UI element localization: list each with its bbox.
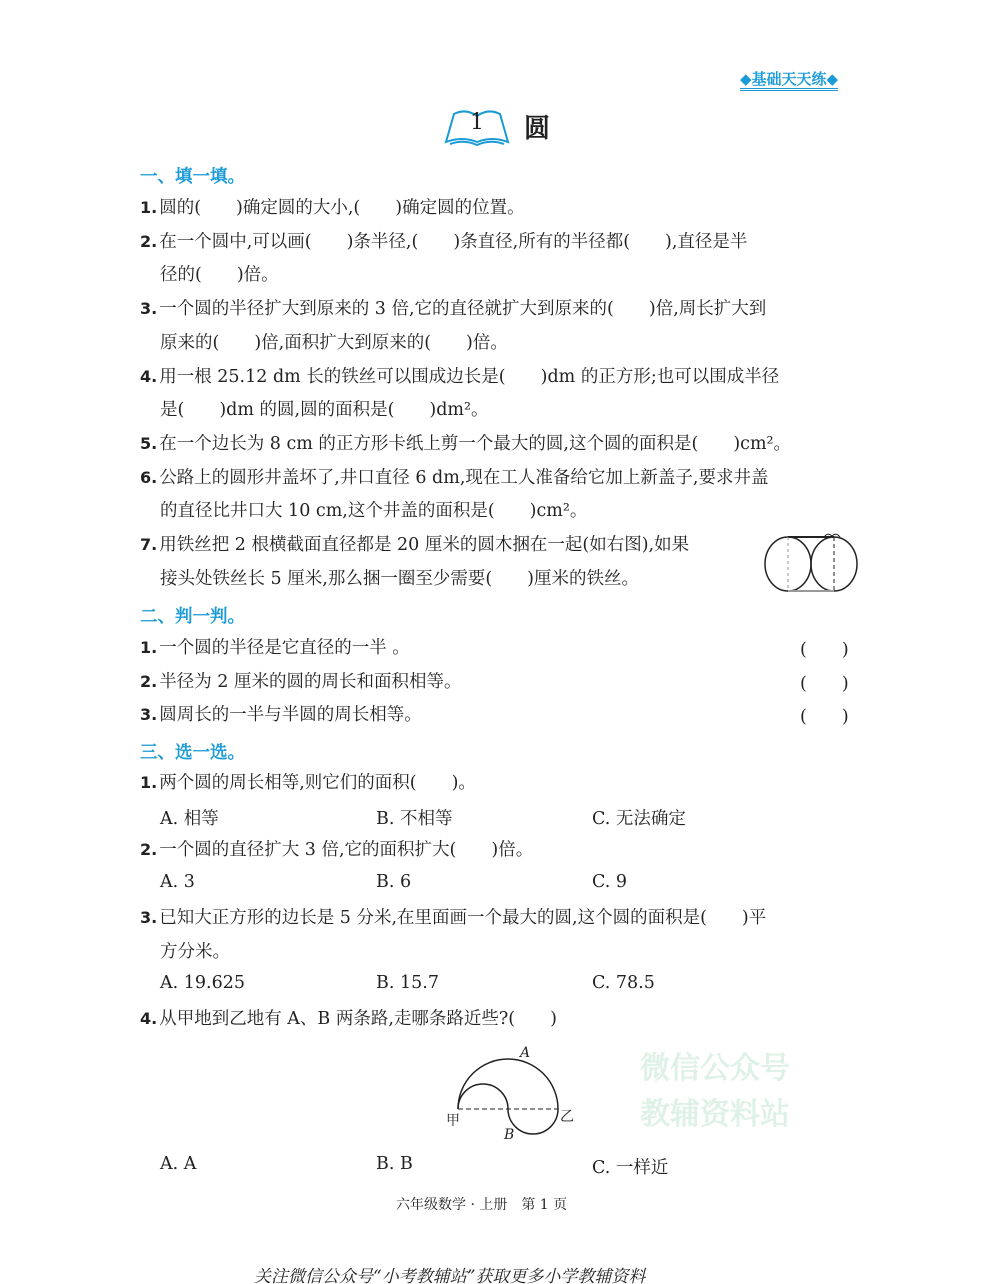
item-number: 1. bbox=[140, 638, 158, 657]
item-text: 已知大正方形的边长是 5 分米,在里面画一个最大的圆,这个圆的面积是( )平 bbox=[159, 907, 767, 928]
question-line bbox=[160, 263, 279, 287]
judge-question bbox=[140, 636, 410, 660]
option-a[interactable]: A. A bbox=[160, 1154, 197, 1174]
item-number: 2. bbox=[140, 840, 158, 860]
item-text: 公路上的圆形井盖坏了,井口直径 6 dm,现在工人准备给它加上新盖子,要求井盖 bbox=[159, 467, 769, 488]
item-text: 一个圆的直径扩大 3 倍,它的面积扩大( )倍。 bbox=[159, 840, 534, 861]
watermark-text: 教辅资料站 bbox=[640, 1097, 790, 1132]
page-title: 圆 bbox=[524, 114, 551, 144]
item-text: 的直径比井口大 10 cm,这个井盖的面积是( )cm²。 bbox=[160, 501, 588, 522]
item-text: 在一个圆中,可以画( )条半径,( )条直径,所有的半径都( ),直径是半 bbox=[159, 231, 748, 252]
item-number: 6. bbox=[140, 467, 158, 487]
question-line bbox=[160, 499, 587, 523]
item-text: 从甲地到乙地有 A、B 两条路,走哪条路近些?( ) bbox=[159, 1008, 557, 1029]
item-number: 3. bbox=[140, 705, 158, 725]
route-figure bbox=[440, 1040, 590, 1145]
route-label-end: 乙 bbox=[560, 1109, 574, 1125]
item-number: 1. bbox=[140, 773, 158, 792]
item-text: 径的( )倍。 bbox=[160, 265, 279, 286]
item-text: 是( )dm 的圆,圆的面积是( )dm²。 bbox=[160, 400, 489, 421]
item-text: 一个圆的半径是它直径的一半 。 bbox=[159, 638, 410, 658]
item-number: 5. bbox=[140, 433, 158, 453]
option-c[interactable]: C. 9 bbox=[592, 872, 628, 893]
route-label-b: B bbox=[504, 1127, 515, 1143]
answer-bracket[interactable]: ( ) bbox=[800, 640, 849, 660]
item-number: 7. bbox=[140, 535, 158, 554]
item-number: 1. bbox=[140, 198, 158, 217]
item-number: 2. bbox=[140, 231, 158, 251]
route-label-a: A bbox=[520, 1045, 531, 1061]
question-line bbox=[160, 331, 508, 355]
question-line bbox=[140, 838, 533, 862]
option-b[interactable]: B. 15.7 bbox=[376, 973, 439, 994]
option-b[interactable]: B. 6 bbox=[376, 872, 412, 893]
question-line bbox=[140, 1007, 557, 1031]
question-line bbox=[140, 297, 766, 321]
item-number: 4. bbox=[140, 366, 158, 386]
section-title-fill: 一、填一填。 bbox=[140, 167, 245, 187]
question-line bbox=[140, 771, 476, 795]
option-c[interactable]: C. 无法确定 bbox=[592, 808, 686, 829]
section-title-judge: 二、判一判。 bbox=[140, 607, 245, 627]
item-text: 用一根 25.12 dm 长的铁丝可以围成边长是( )dm 的正方形;也可以围成半径 bbox=[159, 366, 780, 387]
item-number: 4. bbox=[140, 1008, 158, 1028]
question-line bbox=[140, 196, 525, 220]
item-text: 圆的( )确定圆的大小,( )确定圆的位置。 bbox=[159, 198, 525, 218]
lesson-number: 1 bbox=[470, 110, 484, 135]
option-b[interactable]: B. 不相等 bbox=[376, 808, 453, 829]
option-c[interactable]: C. 一样近 bbox=[592, 1158, 669, 1178]
option-a[interactable]: A. 相等 bbox=[160, 808, 219, 829]
option-c[interactable]: C. 78.5 bbox=[592, 973, 655, 994]
two-logs-figure bbox=[762, 532, 862, 594]
item-text: 方分米。 bbox=[160, 941, 230, 962]
item-text: 半径为 2 厘米的圆的周长和面积相等。 bbox=[159, 671, 462, 692]
question-line bbox=[140, 432, 791, 456]
watermark-text: 微信公众号 bbox=[640, 1051, 790, 1086]
route-label-start: 甲 bbox=[446, 1113, 460, 1129]
option-a[interactable]: A. 19.625 bbox=[160, 973, 245, 994]
answer-bracket[interactable]: ( ) bbox=[800, 707, 849, 728]
option-a[interactable]: A. 3 bbox=[160, 872, 195, 893]
question-line bbox=[140, 466, 768, 490]
item-text: 两个圆的周长相等,则它们的面积( )。 bbox=[159, 773, 476, 793]
item-text: 用铁丝把 2 根横截面直径都是 20 厘米的圆木捆在一起(如右图),如果 bbox=[159, 535, 690, 555]
item-text: 原来的( )倍,面积扩大到原来的( )倍。 bbox=[160, 332, 508, 353]
question-line bbox=[140, 230, 747, 254]
judge-question bbox=[140, 703, 422, 727]
item-text: 接头处铁丝长 5 厘米,那么捆一圈至少需要( )厘米的铁丝。 bbox=[160, 568, 639, 589]
item-text: 一个圆的半径扩大到原来的 3 倍,它的直径就扩大到原来的( )倍,周长扩大到 bbox=[159, 299, 767, 320]
answer-bracket[interactable]: ( ) bbox=[800, 673, 849, 694]
item-text: 圆周长的一半与半圆的周长相等。 bbox=[159, 705, 422, 726]
section-tag: ◆基础天天练◆ bbox=[740, 70, 838, 91]
item-number: 3. bbox=[140, 907, 158, 927]
option-b[interactable]: B. B bbox=[376, 1154, 413, 1174]
question-line bbox=[160, 398, 489, 422]
page-footer: 六年级数学 · 上册 第 1 页 bbox=[396, 1197, 568, 1213]
question-line bbox=[140, 906, 766, 930]
question-line bbox=[160, 940, 230, 964]
promo-text: 关注微信公众号“小考教辅站”获取更多小学教辅资料 bbox=[254, 1267, 646, 1284]
item-text: 在一个边长为 8 cm 的正方形卡纸上剪一个最大的圆,这个圆的面积是( )cm²。 bbox=[159, 433, 792, 454]
question-line bbox=[140, 533, 689, 557]
item-number: 3. bbox=[140, 299, 158, 319]
section-title-choose: 三、选一选。 bbox=[140, 743, 245, 763]
question-line bbox=[140, 365, 779, 389]
judge-question bbox=[140, 670, 461, 694]
item-number: 2. bbox=[140, 671, 158, 691]
question-line bbox=[160, 567, 639, 591]
